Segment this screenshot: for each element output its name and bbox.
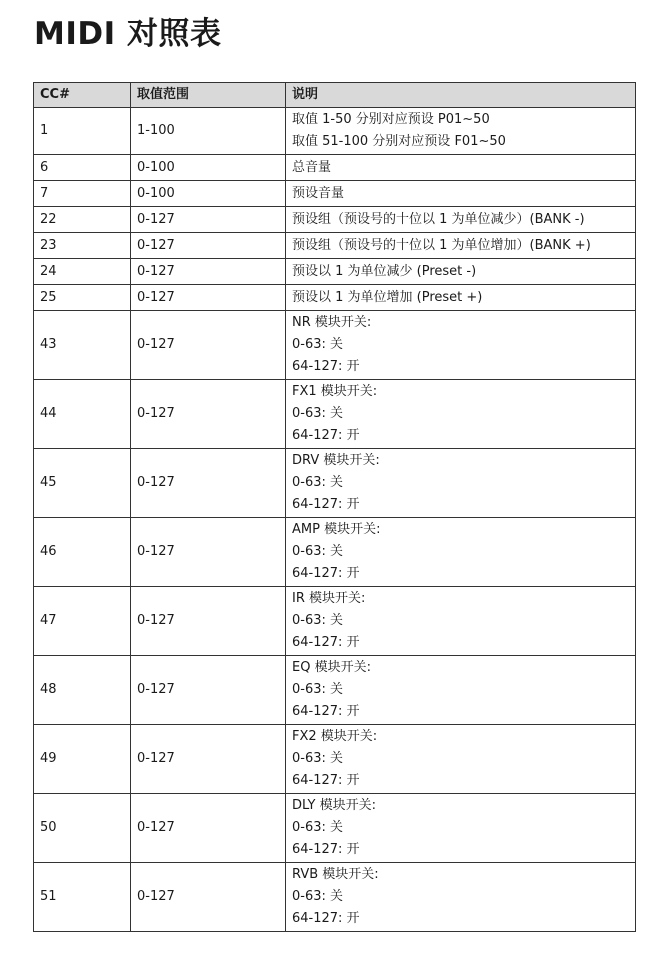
- cell-value-range: 0-127: [131, 587, 286, 656]
- description-line: 0-63: 关: [292, 544, 344, 559]
- table-row: [34, 449, 636, 518]
- description-line: 取值 1-50 分别对应预设 P01~50: [292, 112, 490, 127]
- cell-value-range: 0-127: [131, 449, 286, 518]
- cell-cc-number: 22: [34, 207, 131, 233]
- description-line: 64-127: 开: [292, 773, 360, 788]
- cell-cc-number: 51: [34, 863, 131, 932]
- description-line: DRV 模块开关:: [292, 453, 380, 468]
- description-line: 取值 51-100 分别对应预设 F01~50: [292, 134, 506, 149]
- description-line: 预设组（预设号的十位以 1 为单位增加）(BANK +): [292, 237, 591, 253]
- cell-cc-number: 50: [34, 794, 131, 863]
- table-row: [34, 311, 636, 380]
- cell-description: [286, 259, 636, 285]
- description-line: 64-127: 开: [292, 428, 360, 443]
- cell-cc-number: 7: [34, 181, 131, 207]
- cell-value-range: 0-127: [131, 233, 286, 259]
- column-header-cc: CC#: [34, 83, 131, 108]
- cell-value-range: 0-127: [131, 207, 286, 233]
- description-line: 64-127: 开: [292, 359, 360, 374]
- description-line: 64-127: 开: [292, 911, 360, 926]
- cell-value-range: 0-127: [131, 863, 286, 932]
- description-line: 0-63: 关: [292, 337, 344, 352]
- cell-description: [286, 449, 636, 518]
- description-line: IR 模块开关:: [292, 591, 366, 606]
- description-line: 0-63: 关: [292, 682, 344, 697]
- table-row: [34, 863, 636, 932]
- description-line: 64-127: 开: [292, 566, 360, 581]
- table-row: [34, 725, 636, 794]
- description-line: NR 模块开关:: [292, 315, 372, 330]
- description-line: 0-63: 关: [292, 751, 344, 766]
- table-row: [34, 587, 636, 656]
- description-line: 预设音量: [292, 185, 345, 201]
- description-line: FX1 模块开关:: [292, 384, 378, 399]
- cell-value-range: 0-127: [131, 380, 286, 449]
- cell-description: [286, 587, 636, 656]
- table-row: [34, 380, 636, 449]
- description-line: 预设以 1 为单位减少 (Preset -): [292, 263, 477, 279]
- description-line: 0-63: 关: [292, 475, 344, 490]
- cell-cc-number: 43: [34, 311, 131, 380]
- cell-cc-number: 49: [34, 725, 131, 794]
- cell-value-range: 0-127: [131, 311, 286, 380]
- cell-description: [286, 181, 636, 207]
- table-row: [34, 656, 636, 725]
- table-row: [34, 794, 636, 863]
- cell-description: [286, 207, 636, 233]
- cell-description: [286, 518, 636, 587]
- table-row: [34, 285, 636, 311]
- table-row: [34, 181, 636, 207]
- midi-cc-table: [33, 82, 636, 932]
- cell-description: [286, 725, 636, 794]
- description-line: FX2 模块开关:: [292, 729, 378, 744]
- table-row: [34, 518, 636, 587]
- description-line: 0-63: 关: [292, 889, 344, 904]
- column-header-description: 说明: [286, 83, 636, 108]
- cell-description: [286, 233, 636, 259]
- description-line: 64-127: 开: [292, 635, 360, 650]
- description-line: DLY 模块开关:: [292, 798, 376, 813]
- cell-value-range: 0-127: [131, 285, 286, 311]
- cell-description: [286, 656, 636, 725]
- description-line: 64-127: 开: [292, 497, 360, 512]
- cell-cc-number: 48: [34, 656, 131, 725]
- cell-value-range: 0-127: [131, 794, 286, 863]
- description-line: RVB 模块开关:: [292, 867, 379, 882]
- cell-cc-number: 44: [34, 380, 131, 449]
- cell-description: [286, 380, 636, 449]
- cell-value-range: 0-127: [131, 725, 286, 794]
- cell-value-range: 0-100: [131, 155, 286, 181]
- description-line: 预设组（预设号的十位以 1 为单位减少）(BANK -): [292, 211, 585, 227]
- cell-cc-number: 47: [34, 587, 131, 656]
- table-row: [34, 207, 636, 233]
- page-title: MIDI 对照表: [34, 16, 222, 52]
- cell-value-range: 1-100: [131, 108, 286, 155]
- table-row: [34, 108, 636, 155]
- table-row: [34, 155, 636, 181]
- cell-cc-number: 46: [34, 518, 131, 587]
- description-line: 64-127: 开: [292, 704, 360, 719]
- description-line: AMP 模块开关:: [292, 522, 381, 537]
- table-row: [34, 259, 636, 285]
- table-header-row: [34, 83, 636, 108]
- cell-description: [286, 863, 636, 932]
- cell-description: [286, 794, 636, 863]
- description-line: 0-63: 关: [292, 613, 344, 628]
- cell-cc-number: 24: [34, 259, 131, 285]
- description-line: 64-127: 开: [292, 842, 360, 857]
- cell-cc-number: 1: [34, 108, 131, 155]
- cell-value-range: 0-100: [131, 181, 286, 207]
- cell-cc-number: 45: [34, 449, 131, 518]
- cell-description: [286, 311, 636, 380]
- cell-value-range: 0-127: [131, 656, 286, 725]
- cell-description: [286, 155, 636, 181]
- cell-cc-number: 25: [34, 285, 131, 311]
- description-line: 总音量: [292, 159, 332, 175]
- cell-value-range: 0-127: [131, 259, 286, 285]
- table-row: [34, 233, 636, 259]
- column-header-range: 取值范围: [131, 83, 286, 108]
- cell-value-range: 0-127: [131, 518, 286, 587]
- cell-cc-number: 6: [34, 155, 131, 181]
- description-line: 0-63: 关: [292, 820, 344, 835]
- cell-description: [286, 285, 636, 311]
- description-line: EQ 模块开关:: [292, 660, 371, 675]
- cell-cc-number: 23: [34, 233, 131, 259]
- description-line: 0-63: 关: [292, 406, 344, 421]
- cell-description: [286, 108, 636, 155]
- table-body: [34, 108, 636, 932]
- description-line: 预设以 1 为单位增加 (Preset +): [292, 289, 483, 305]
